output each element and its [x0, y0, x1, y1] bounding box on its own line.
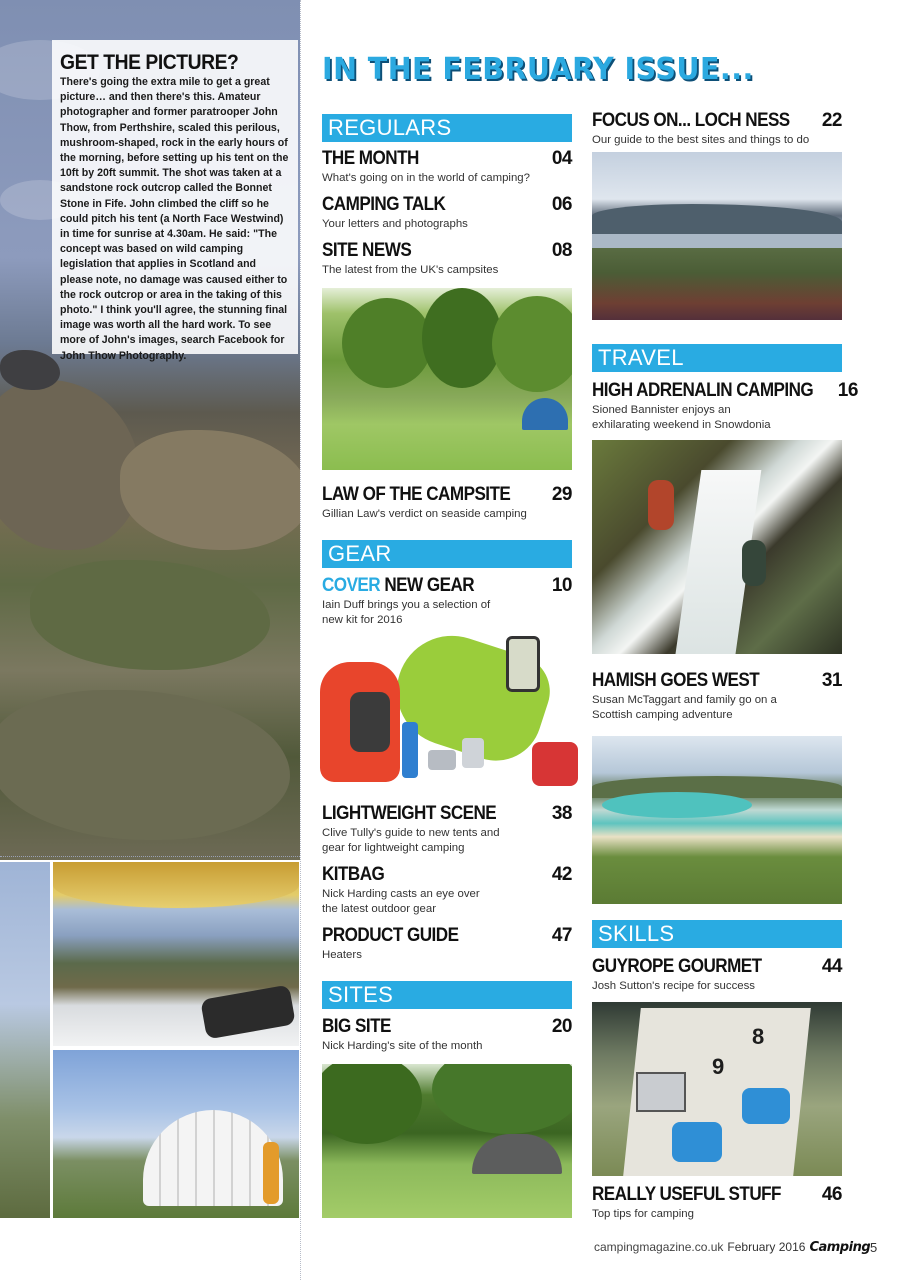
entry-lightweight-scene[interactable]	[322, 803, 572, 856]
entry-description: Nick Harding's site of the month	[322, 1040, 483, 1052]
entry-description: Gillian Law's verdict on seaside camping	[322, 508, 527, 520]
waterfall-photo	[592, 440, 842, 654]
entry-title: REALLY USEFUL STUFF	[592, 1184, 781, 1205]
page-footer	[594, 1240, 884, 1255]
entry-title: SITE NEWS	[322, 240, 412, 261]
section-skills: SKILLS	[592, 920, 842, 948]
entry-page-number: 42	[551, 864, 572, 885]
entry-page-number: 44	[821, 956, 842, 977]
entry-really-useful-stuff[interactable]	[592, 1184, 842, 1222]
entry-title: CAMPING TALK	[322, 194, 446, 215]
meter-box	[636, 1072, 686, 1112]
footer-brand: Camping	[809, 1240, 871, 1255]
entry-focus-on-loch-ness[interactable]	[592, 110, 842, 148]
entry-page-number: 38	[551, 803, 572, 824]
socket	[672, 1122, 722, 1162]
entry-product-guide[interactable]	[322, 925, 572, 963]
loch-water	[592, 234, 842, 248]
entry-description: Clive Tully's guide to new tents and gear for lightweight camping	[322, 827, 500, 854]
loch-ness-photo	[592, 152, 842, 320]
entry-page-number: 31	[821, 670, 842, 691]
entry-title: THE MONTH	[322, 148, 419, 169]
campsite-photo	[322, 288, 572, 470]
entry-site-news[interactable]	[322, 240, 572, 278]
entry-page-number: 16	[837, 380, 858, 401]
entry-description: Nick Harding casts an eye over the latest outdoor gear	[322, 888, 480, 915]
tent-view-photo	[53, 862, 299, 1046]
entry-title: LAW OF THE CAMPSITE	[322, 484, 511, 505]
entry-hamish-goes-west[interactable]	[592, 670, 842, 723]
entry-title: GUYROPE GOURMET	[592, 956, 762, 977]
electric-hookup-photo	[592, 1002, 842, 1176]
issue-headline: IN THE FEBRUARY ISSUE...	[322, 52, 754, 87]
entry-page-number: 04	[551, 148, 572, 169]
footer-website: campingmagazine.co.uk	[594, 1240, 724, 1254]
entry-description: Sioned Bannister enjoys an exhilarating weekend in Snowdonia	[592, 404, 771, 431]
dome-tent-photo	[53, 1050, 299, 1218]
entry-description: The latest from the UK's campsites	[322, 264, 499, 276]
entry-description: Iain Duff brings you a selection of new kit for 2016	[322, 599, 491, 626]
entry-camping-talk[interactable]	[322, 194, 572, 232]
climber	[648, 480, 674, 530]
big-site-photo	[322, 1064, 572, 1218]
entry-new-gear[interactable]	[322, 575, 572, 628]
entry-description: Top tips for camping	[592, 1208, 694, 1220]
dome-tent-stripe	[263, 1142, 279, 1204]
entry-big-site[interactable]	[322, 1016, 572, 1054]
entry-kitbag[interactable]	[322, 864, 572, 917]
entry-description: Your letters and photographs	[322, 218, 468, 230]
divider-rule	[0, 856, 300, 857]
entry-page-number: 46	[821, 1184, 842, 1205]
lantern	[506, 636, 540, 692]
entry-title: FOCUS ON... LOCH NESS	[592, 110, 790, 131]
entry-title: BIG SITE	[322, 1016, 391, 1037]
get-the-picture-title: GET THE PICTURE?	[60, 51, 239, 74]
entry-title	[322, 575, 474, 597]
new-gear-photo	[316, 632, 582, 794]
beach-photo	[592, 736, 842, 904]
bollard-number: 9	[712, 1054, 725, 1079]
entry-description: Josh Sutton's recipe for success	[592, 980, 755, 992]
section-travel: TRAVEL	[592, 344, 842, 372]
entry-guyrope-gourmet[interactable]	[592, 956, 842, 994]
cover-label: COVER	[322, 575, 381, 596]
water-bottle	[402, 722, 418, 778]
entry-title: KITBAG	[322, 864, 385, 885]
dome-tent	[143, 1110, 283, 1206]
get-the-picture-body: There's going the extra mile to get a great picture… and then there's this. Amateur photographer and former paratrooper John Thow, from Perthshire, scaled this perilous, mushroom-shaped, rock in the early hours of the morning, before setting up his tent on the 10ft by 20ft summit. The shot was taken at a sandstone rock outcrop called the Bonnet Stone in Fife. John climbed the cliff so he could pitch his tent (a North Face Westwind) in time for sunrise at 4.30am. He said: "The concept was based on wild camping legislation that applies in Scotland and please note, no damage was caused either to the rock outcrop or area in the taking of this photo." I think you'll agree, the stunning final image was worth all the hard work. To see more of John's images, search Facebook for John Thow Photography.	[60, 76, 289, 362]
entry-title: HIGH ADRENALIN CAMPING	[592, 380, 814, 401]
multi-tool	[428, 750, 456, 770]
entry-description: Heaters	[322, 949, 362, 961]
entry-description: What's going on in the world of camping?	[322, 172, 530, 184]
sea	[602, 792, 752, 818]
entry-title: LIGHTWEIGHT SCENE	[322, 803, 497, 824]
section-sites: SITES	[322, 981, 572, 1009]
entry-page-number: 29	[551, 484, 572, 505]
entry-page-number: 47	[551, 925, 572, 946]
entry-page-number: 08	[551, 240, 572, 261]
entry-title: PRODUCT GUIDE	[322, 925, 459, 946]
section-gear: GEAR	[322, 540, 572, 568]
entry-description: Susan McTaggart and family go on a Scottish camping adventure	[592, 694, 777, 721]
footer-date: February 2016	[727, 1240, 806, 1254]
entry-title-text: NEW GEAR	[384, 575, 475, 596]
entry-title: HAMISH GOES WEST	[592, 670, 760, 691]
page-number: 5	[870, 1240, 878, 1255]
entry-page-number: 22	[821, 110, 842, 131]
entry-the-month[interactable]	[322, 148, 572, 186]
landscape-strip-photo	[0, 862, 50, 1218]
get-the-picture-box	[52, 40, 298, 362]
bollard-number: 8	[752, 1024, 765, 1049]
entry-page-number: 10	[551, 575, 572, 596]
climber	[742, 540, 766, 586]
grey-tent	[472, 1134, 562, 1174]
hill-band	[592, 204, 842, 234]
entry-page-number: 06	[551, 194, 572, 215]
socket	[742, 1088, 790, 1124]
blue-tent	[522, 398, 568, 430]
column-divider	[300, 0, 301, 1280]
entry-law-of-the-campsite[interactable]	[322, 484, 572, 522]
section-regulars: REGULARS	[322, 114, 572, 142]
entry-description: Our guide to the best sites and things to do	[592, 134, 810, 146]
entry-high-adrenalin-camping[interactable]	[592, 380, 858, 433]
backpack-pocket	[350, 692, 390, 752]
entry-page-number: 20	[551, 1016, 572, 1037]
hand-warmer	[462, 738, 484, 768]
red-bag	[532, 742, 578, 786]
